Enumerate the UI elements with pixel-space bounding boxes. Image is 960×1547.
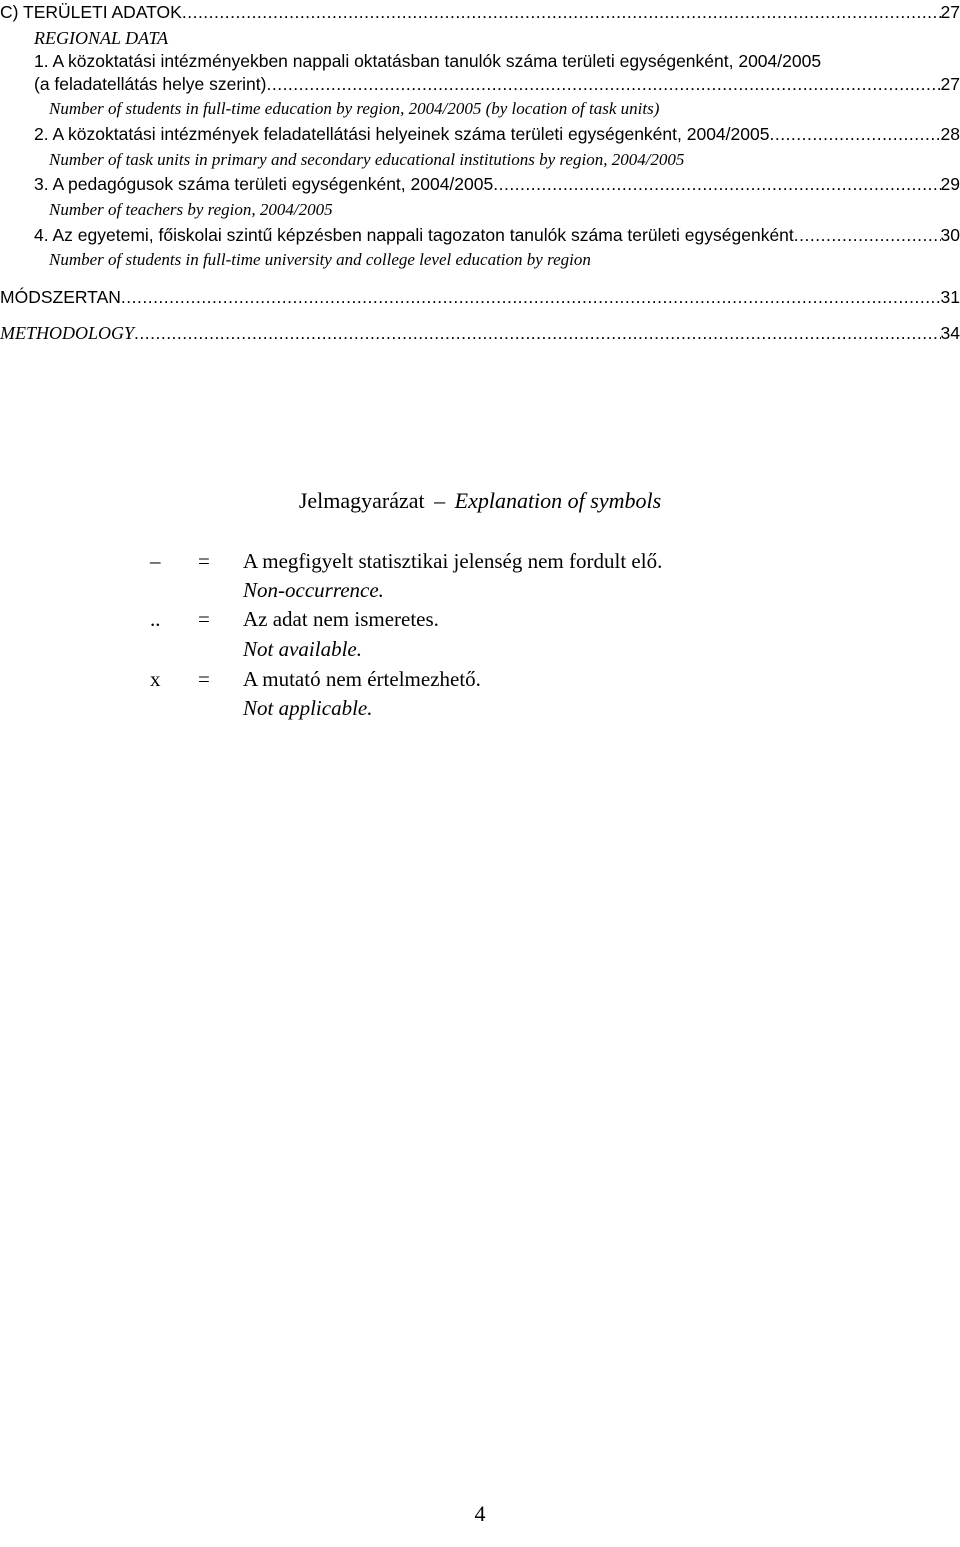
dot-leader [121, 285, 941, 309]
toc-entry-1-line1[interactable]: 1. A közoktatási intézményekben nappali oktatásban tanulók száma területi egységenként, 2004/2005 [34, 51, 822, 71]
toc-page-number: 30 [940, 225, 960, 245]
toc-entry-3[interactable] [34, 172, 960, 196]
dot-leader [266, 72, 940, 96]
toc-entry-title: 3. A pedagógusok száma területi egységenként, 2004/2005 [34, 174, 494, 194]
dot-leader [794, 223, 941, 247]
toc-entry-title: 2. A közoktatási intézmények feladatellátási helyeinek száma területi egységenként, 2004/2005 [34, 124, 770, 144]
toc-entry-title: (a feladatellátás helye szerint) [34, 74, 267, 94]
page-number: 4 [474, 1501, 486, 1526]
toc-entry-modszertan[interactable] [0, 285, 960, 309]
legend-title-en: Explanation of symbols [454, 488, 662, 513]
legend-meaning-hu: Az adat nem ismeretes. [243, 607, 439, 631]
toc-entry-4-en: Number of students in full-time university and college level education by region [49, 250, 591, 269]
legend-meaning-en: Not available. [243, 637, 362, 661]
toc-entry-en-text: Number of students in full-time education by region, 2004/2005 (by location of task units) [49, 99, 660, 118]
legend-title-sep: – [434, 488, 446, 513]
dot-leader [493, 172, 940, 196]
legend-symbol: – [150, 549, 161, 573]
toc-page-number: 34 [940, 323, 960, 343]
legend-equals: = [198, 607, 210, 631]
dot-leader [182, 0, 941, 24]
legend-symbol: x [150, 667, 161, 691]
toc-entry-methodology[interactable] [0, 321, 960, 345]
toc-subtitle-en: REGIONAL DATA [34, 28, 169, 48]
legend-meaning-en: Non-occurrence. [243, 578, 384, 602]
toc-entry-title: MÓDSZERTAN [0, 287, 121, 307]
toc-page-number: 28 [940, 124, 960, 144]
legend-title-hu: Jelmagyarázat [298, 488, 425, 513]
toc-entry-1-en [49, 97, 960, 121]
toc-entry-4[interactable] [34, 223, 960, 247]
dot-leader [769, 122, 940, 146]
toc-page-number: 27 [940, 74, 960, 94]
toc-entry-title: 4. Az egyetemi, főiskolai szintű képzésben nappali tagozaton tanulók száma területi egységenként [34, 225, 794, 245]
legend-equals: = [198, 667, 210, 691]
legend-symbol: .. [150, 607, 161, 631]
toc-entry-c[interactable] [0, 0, 960, 24]
toc-entry-title: C) TERÜLETI ADATOK [0, 2, 182, 22]
toc-page-number: 27 [940, 2, 960, 22]
legend-meaning-hu: A megfigyelt statisztikai jelenség nem fordult elő. [243, 549, 663, 573]
legend-meaning-hu: A mutató nem értelmezhető. [243, 667, 481, 691]
legend-title [0, 486, 960, 516]
toc-page-number: 29 [940, 174, 960, 194]
legend-equals: = [198, 549, 210, 573]
toc-page-number: 31 [940, 287, 960, 307]
legend-meaning-en: Not applicable. [243, 696, 373, 720]
toc-entry-2[interactable] [34, 122, 960, 146]
toc-entry-1[interactable] [34, 72, 960, 96]
dot-leader [134, 321, 941, 345]
toc-entry-title: METHODOLOGY [0, 323, 135, 343]
toc-entry-3-en: Number of teachers by region, 2004/2005 [49, 200, 333, 219]
toc-entry-2-en: Number of task units in primary and secondary educational institutions by region, 2004/2005 [49, 150, 685, 169]
